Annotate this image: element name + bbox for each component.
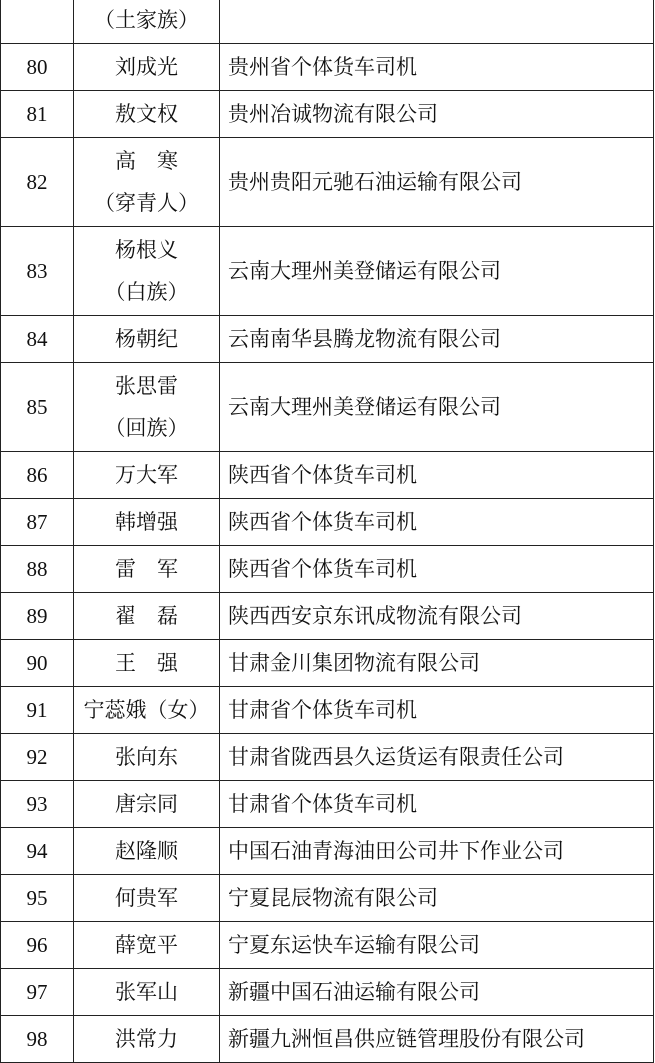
workplace-cell: 云南大理州美登储运有限公司: [220, 363, 654, 452]
row-number-cell: 82: [1, 138, 74, 227]
row-number-cell: 86: [1, 452, 74, 499]
workplace-cell: [220, 0, 654, 44]
workplace-cell: 陕西省个体货车司机: [220, 546, 654, 593]
row-number-cell: 87: [1, 499, 74, 546]
workplace-cell: 甘肃省陇西县久运货运有限责任公司: [220, 734, 654, 781]
row-number-cell: 97: [1, 969, 74, 1016]
table-row: [1, 828, 654, 875]
row-number-cell: 90: [1, 640, 74, 687]
workplace-cell: 云南南华县腾龙物流有限公司: [220, 316, 654, 363]
person-name: 韩增强: [115, 510, 178, 534]
person-name: 洪常力: [115, 1027, 178, 1051]
table-row: [1, 138, 654, 227]
name-cell: [74, 781, 220, 828]
table-row: [1, 227, 654, 316]
workplace-cell: 新疆中国石油运输有限公司: [220, 969, 654, 1016]
name-cell: [74, 828, 220, 875]
row-number-cell: 85: [1, 363, 74, 452]
table-row: [1, 363, 654, 452]
row-number-cell: 88: [1, 546, 74, 593]
workplace-cell: 甘肃金川集团物流有限公司: [220, 640, 654, 687]
table-row: [1, 687, 654, 734]
name-cell: [74, 363, 220, 452]
workplace-cell: 宁夏东运快车运输有限公司: [220, 922, 654, 969]
workplace-cell: 贵州省个体货车司机: [220, 44, 654, 91]
person-name: 刘成光: [115, 55, 178, 79]
name-cell: [74, 593, 220, 640]
name-cell: [74, 91, 220, 138]
name-cell: [74, 687, 220, 734]
workplace-cell: 陕西西安京东讯成物流有限公司: [220, 593, 654, 640]
person-name: 张思雷: [115, 374, 178, 398]
person-name: 翟 磊: [115, 604, 178, 628]
table-row: [1, 969, 654, 1016]
table-row: [1, 499, 654, 546]
person-name: 雷 军: [115, 557, 178, 581]
table-row: [1, 781, 654, 828]
table-row: [1, 1016, 654, 1063]
name-cell: （土家族）: [74, 0, 220, 44]
name-cell: [74, 734, 220, 781]
workplace-cell: 新疆九洲恒昌供应链管理股份有限公司: [220, 1016, 654, 1063]
table-row: [1, 734, 654, 781]
name-cell: [74, 546, 220, 593]
row-number-cell: 81: [1, 91, 74, 138]
person-name: 宁蕊娥（女）: [83, 698, 210, 722]
table-row: [1, 316, 654, 363]
row-number-cell: [1, 0, 74, 44]
row-number-cell: 98: [1, 1016, 74, 1063]
ethnicity-note: （穿青人）: [94, 191, 199, 215]
name-cell: [74, 138, 220, 227]
row-number-cell: 89: [1, 593, 74, 640]
row-number-cell: 91: [1, 687, 74, 734]
person-name: 杨朝纪: [115, 327, 178, 351]
person-name: 薛宽平: [115, 933, 178, 957]
ethnicity-note: （白族）: [104, 280, 189, 304]
table-row: [1, 546, 654, 593]
row-number-cell: 93: [1, 781, 74, 828]
workplace-cell: 贵州冶诚物流有限公司: [220, 91, 654, 138]
person-name: 高 寒: [115, 149, 178, 173]
name-cell: [74, 227, 220, 316]
name-cell: [74, 44, 220, 91]
workplace-cell: 贵州贵阳元驰石油运输有限公司: [220, 138, 654, 227]
table-row: [1, 922, 654, 969]
table-row: [1, 640, 654, 687]
table-row: [1, 875, 654, 922]
person-name: 王 强: [115, 651, 178, 675]
workplace-cell: 陕西省个体货车司机: [220, 452, 654, 499]
person-name: 万大军: [115, 463, 178, 487]
person-name: 张军山: [115, 980, 178, 1004]
name-cell: [74, 875, 220, 922]
table-row: [1, 91, 654, 138]
honoree-table-body: [1, 0, 654, 1063]
workplace-cell: 宁夏昆辰物流有限公司: [220, 875, 654, 922]
name-cell: [74, 1016, 220, 1063]
table-row: [1, 593, 654, 640]
person-name: 唐宗同: [115, 792, 178, 816]
person-name: 何贵军: [115, 886, 178, 910]
name-cell: [74, 452, 220, 499]
workplace-cell: 甘肃省个体货车司机: [220, 781, 654, 828]
name-cell: [74, 499, 220, 546]
row-number-cell: 83: [1, 227, 74, 316]
person-name: 杨根义: [115, 238, 178, 262]
name-cell: [74, 640, 220, 687]
row-number-cell: 95: [1, 875, 74, 922]
name-cell: [74, 922, 220, 969]
person-name: 敖文权: [115, 102, 178, 126]
ethnicity-note: （回族）: [104, 416, 189, 440]
workplace-cell: 云南大理州美登储运有限公司: [220, 227, 654, 316]
person-name: 张向东: [115, 745, 178, 769]
name-cell: [74, 316, 220, 363]
row-number-cell: 84: [1, 316, 74, 363]
workplace-cell: 甘肃省个体货车司机: [220, 687, 654, 734]
table-row: [1, 452, 654, 499]
name-cell: [74, 969, 220, 1016]
table-row: [1, 44, 654, 91]
workplace-cell: 陕西省个体货车司机: [220, 499, 654, 546]
row-number-cell: 80: [1, 44, 74, 91]
row-number-cell: 94: [1, 828, 74, 875]
table-row-continued: [1, 0, 654, 44]
row-number-cell: 96: [1, 922, 74, 969]
workplace-cell: 中国石油青海油田公司井下作业公司: [220, 828, 654, 875]
person-name: 赵隆顺: [115, 839, 178, 863]
row-number-cell: 92: [1, 734, 74, 781]
